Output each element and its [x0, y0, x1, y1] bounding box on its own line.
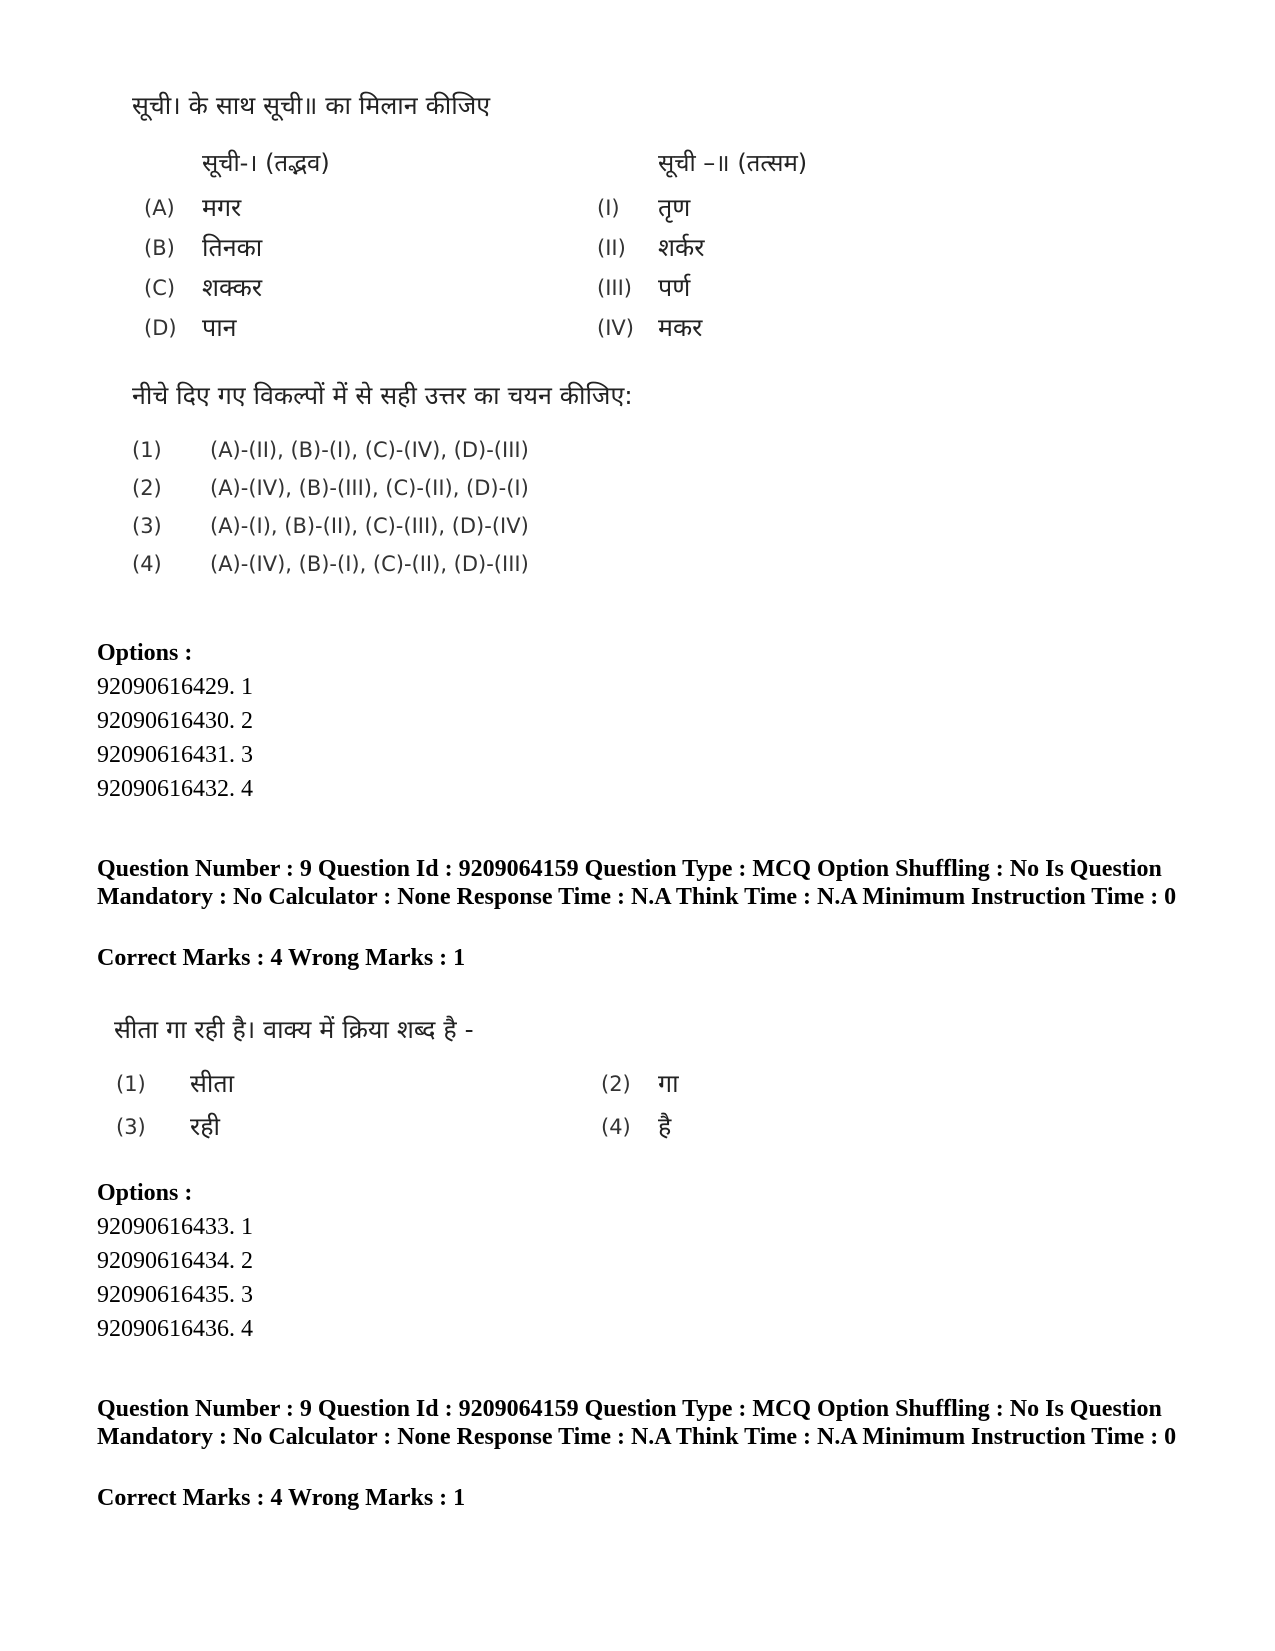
list1-item: मगर [202, 193, 242, 222]
choice-number: (2) [601, 1072, 631, 1096]
options-heading: Options : [97, 640, 193, 666]
choice-text: (A)-(IV), (B)-(III), (C)-(II), (D)-(I) [210, 476, 529, 500]
choice-number: (3) [132, 514, 162, 538]
list1-label: (B) [144, 236, 175, 260]
list2-label: (IV) [597, 316, 634, 340]
option-item: 92090616434. 2 [97, 1248, 253, 1274]
choice-number: (2) [132, 476, 162, 500]
question-info: Question Number : 9 Question Id : 9209064159 Question Type : MCQ Option Shuffling : No Is Question Mandatory : No Calculator : None Response Time : N.A Think Time : N.A Minimum Instruction Time : 0 [97, 856, 1177, 910]
option-item: 92090616435. 3 [97, 1282, 253, 1308]
choice-number: (1) [116, 1072, 146, 1096]
choice-text: (A)-(I), (B)-(II), (C)-(III), (D)-(IV) [210, 514, 529, 538]
list2-label: (II) [597, 236, 626, 260]
option-item: 92090616429. 1 [97, 674, 253, 700]
option-item: 92090616433. 1 [97, 1214, 253, 1240]
question-info: Question Number : 9 Question Id : 9209064159 Question Type : MCQ Option Shuffling : No Is Question Mandatory : No Calculator : None Response Time : N.A Think Time : N.A Minimum Instruction Time : 0 [97, 1396, 1177, 1450]
list2-label: (III) [597, 276, 632, 300]
question8-instruction: नीचे दिए गए विकल्पों में से सही उत्तर का चयन कीजिए: [132, 381, 633, 410]
choice-text: गा [658, 1069, 679, 1098]
choice-text: (A)-(II), (B)-(I), (C)-(IV), (D)-(III) [210, 438, 529, 462]
list1-label: (A) [144, 196, 175, 220]
list2-label: (I) [597, 196, 620, 220]
list1-heading: सूची-। (तद्भव) [202, 149, 330, 177]
choice-number: (1) [132, 438, 162, 462]
list2-item: पर्ण [658, 273, 691, 302]
option-item: 92090616430. 2 [97, 708, 253, 734]
marks-info: Correct Marks : 4 Wrong Marks : 1 [97, 1485, 466, 1511]
list1-item: शक्कर [202, 273, 263, 302]
question8-title: सूची। के साथ सूची॥ का मिलान कीजिए [132, 91, 491, 120]
list2-item: मकर [658, 313, 703, 342]
question9-title: सीता गा रही है। वाक्य में क्रिया शब्द है - [114, 1015, 474, 1044]
marks-info: Correct Marks : 4 Wrong Marks : 1 [97, 945, 466, 971]
choice-number: (4) [601, 1115, 631, 1139]
list1-item: पान [202, 313, 237, 342]
options-heading: Options : [97, 1180, 193, 1206]
option-item: 92090616432. 4 [97, 776, 253, 802]
list1-label: (D) [144, 316, 177, 340]
choice-number: (3) [116, 1115, 146, 1139]
choice-text: (A)-(IV), (B)-(I), (C)-(II), (D)-(III) [210, 552, 529, 576]
choice-text: है [658, 1112, 672, 1141]
choice-text: सीता [190, 1069, 235, 1098]
list1-item: तिनका [202, 233, 263, 262]
choice-number: (4) [132, 552, 162, 576]
list1-label: (C) [144, 276, 176, 300]
list2-heading: सूची –॥ (तत्सम) [658, 149, 808, 177]
option-item: 92090616436. 4 [97, 1316, 253, 1342]
choice-text: रही [190, 1112, 220, 1141]
list2-item: तृण [658, 193, 691, 222]
option-item: 92090616431. 3 [97, 742, 253, 768]
list2-item: शर्कर [658, 233, 705, 262]
